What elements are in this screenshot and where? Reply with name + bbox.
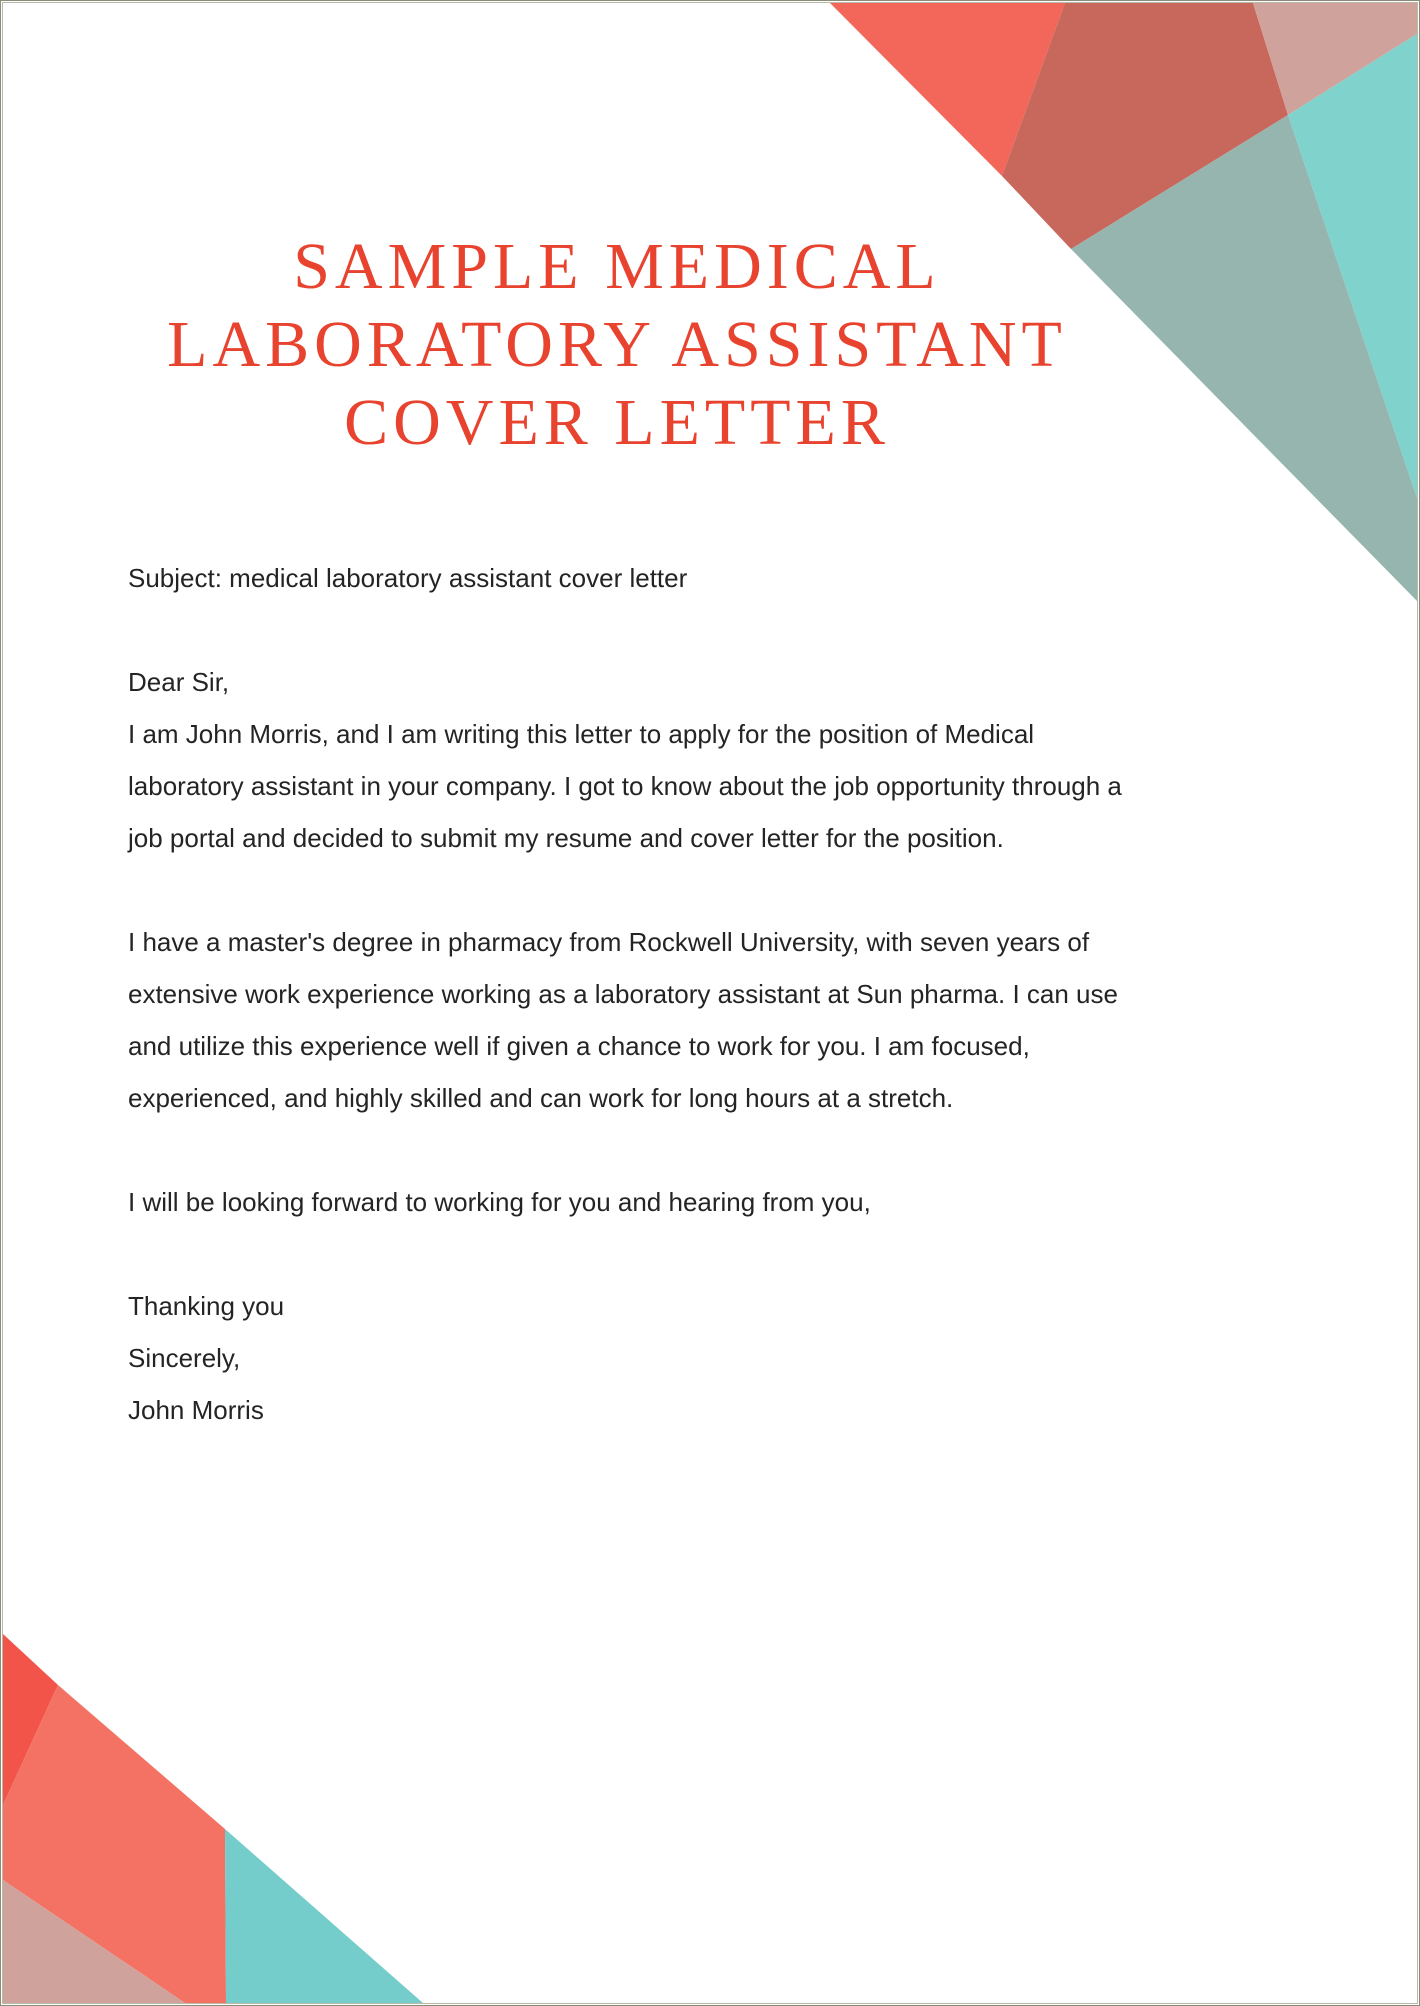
text-line: extensive work experience working as a laboratory assistant at Sun pharma. I can use [128, 979, 1118, 1009]
closing-line: I will be looking forward to working for you and hearing from you, [128, 1187, 871, 1217]
text-line: laboratory assistant in your company. I got to know about the job opportunity through a [128, 771, 1122, 801]
text-line: I have a master's degree in pharmacy from Rockwell University, with seven years of [128, 927, 1090, 957]
text-line: I am John Morris, and I am writing this letter to apply for the position of Medical [128, 719, 1035, 749]
letter-body [128, 552, 1248, 1436]
sincerely-line: Sincerely, [128, 1343, 241, 1373]
page-title [0, 228, 1234, 462]
text-line: experienced, and highly skilled and can work for long hours at a stretch. [128, 1083, 954, 1113]
paragraph-experience [128, 916, 1248, 1124]
text-line: job portal and decided to submit my resume and cover letter for the position. [128, 823, 1004, 853]
thanks-line: Thanking you [128, 1291, 285, 1321]
paragraph-intro [128, 708, 1248, 864]
title-line: COVER LETTER [344, 386, 890, 459]
salutation: Dear Sir, [128, 667, 230, 697]
signature-name: John Morris [128, 1395, 264, 1425]
title-line: SAMPLE MEDICAL [293, 230, 941, 303]
bottom-cyan-shape [225, 1829, 423, 2003]
title-line: LABORATORY ASSISTANT [167, 308, 1067, 381]
subject-line: Subject: medical laboratory assistant cover letter [128, 563, 688, 593]
text-line: and utilize this experience well if given a chance to work for you. I am focused, [128, 1031, 1030, 1061]
